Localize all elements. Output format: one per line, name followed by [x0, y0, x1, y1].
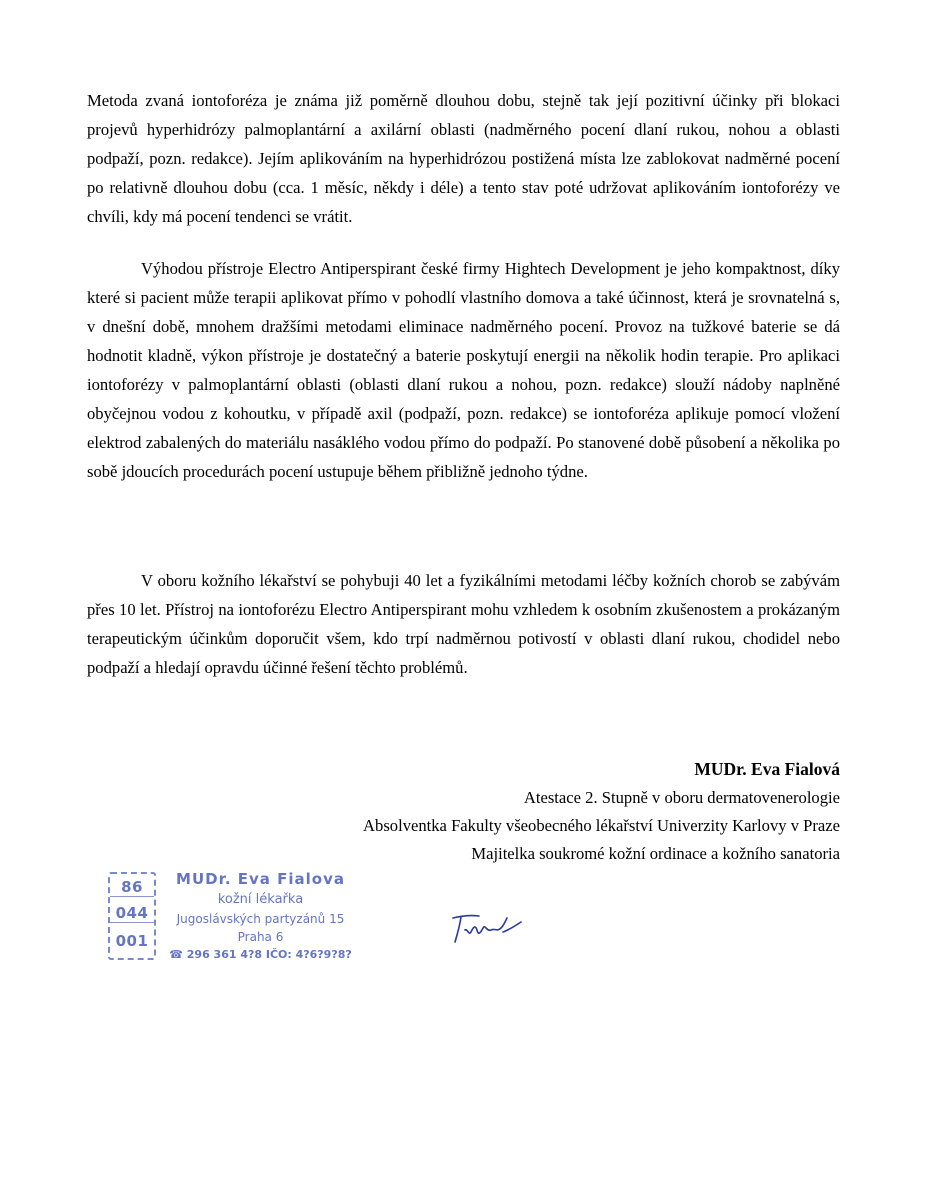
author-credential-1: Atestace 2. Stupně v oboru dermatovenerologie: [523, 788, 840, 807]
stamp-code-3: 001: [115, 932, 149, 950]
author-credential-3: Majitelka soukromé kožní ordinace a kožního sanatoria: [471, 844, 840, 863]
stamp-name: MUDr. Eva Fialova: [176, 870, 345, 888]
author-credential-2: Absolventka Fakulty všeobecného lékařství Univerzity Karlovy v Praze: [363, 816, 840, 835]
stamp-code-1: 86: [110, 878, 154, 897]
paragraph-2: Výhodou přístroje Electro Antiperspirant české firmy Hightech Development je jeho kompaktnost, díky které si pacient může terapii aplikovat přímo v pohodlí vlastního domova a také účinnost, která je srovnatelná s, v dnešní době, mnohem dražšími metodami eliminace nadměrného pocení. Provoz na tužkové baterie se dá hodnotit kladně, výkon přístroje je dostatečný a baterie poskytují energii na několik hodin terapie. Pro aplikaci iontoforézy v palmoplantární oblasti (oblasti dlaní rukou a nohou, pozn. redakce) slouží nádoby naplněné obyčejnou vodou z kohoutku, v případě axil (podpaží, pozn. redakce) se iontoforéza aplikuje pomocí vložení elektrod zabalených do materiálu nasáklého vodou přímo do podpaží. Po stanovené době působení a několika po sobě jdoucích procedurách pocení ustupuje během přibližně jednoho týdne.: [87, 259, 840, 481]
stamp-title: kožní lékařka: [217, 892, 304, 907]
stamp-street: Jugoslávských partyzánů 15: [176, 912, 345, 926]
author-name: MUDr. Eva Fialová: [694, 759, 840, 779]
doctor-stamp: [108, 868, 358, 968]
signature-block: [200, 754, 840, 868]
stamp-city: Praha 6: [237, 930, 284, 944]
stamp-code-box: [108, 872, 156, 960]
stamp-phone-ico: ☎ 296 361 4?8 IČO: 4?6?9?8?: [169, 948, 352, 961]
stamp-code-2: 044: [110, 904, 154, 923]
paragraph-1: Metoda zvaná iontoforéza je známa již poměrně dlouhou dobu, stejně tak její pozitivní účinky při blokaci projevů hyperhidrózy palmoplantární a axilární oblasti (nadměrného pocení dlaní rukou, nohou a oblasti podpaží, pozn. redakce). Jejím aplikováním na hyperhidrózou postižená místa lze zablokovat nadměrné pocení po relativně dlouhou dobu (cca. 1 měsíc, někdy i déle) a tento stav poté udržovat aplikováním iontoforézy ve chvíli, kdy má pocení tendenci se vrátit.: [87, 91, 840, 226]
paragraph-3: V oboru kožního lékařství se pohybuji 40 let a fyzikálními metodami léčby kožních chorob se zabývám přes 10 let. Přístroj na iontoforézu Electro Antiperspirant mohu vzhledem k osobním zkušenostem a prokázaným terapeutickým účinkům doporučit všem, kdo trpí nadměrnou potivostí v oblasti dlaní rukou, chodidel nebo podpaží a hledají opravdu účinné řešení těchto problémů.: [87, 571, 840, 677]
handwritten-signature: [447, 910, 527, 946]
